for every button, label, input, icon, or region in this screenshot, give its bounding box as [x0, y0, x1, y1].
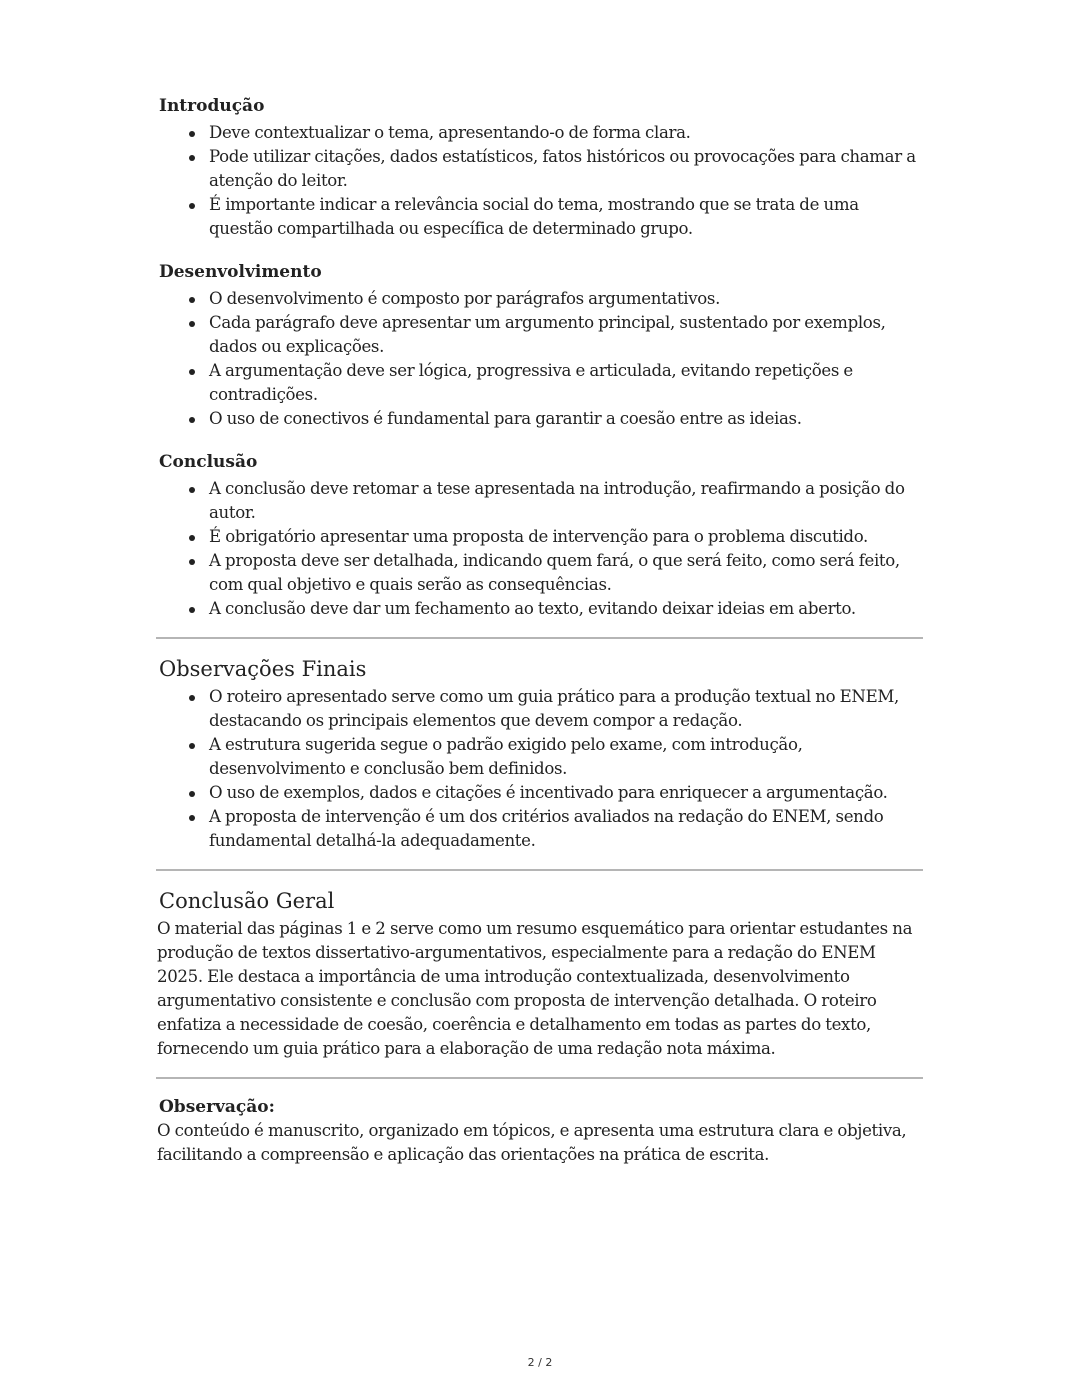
list-item: A proposta de intervenção é um dos critérios avaliados na redação do ENEM, sendo fundamental detalhá-la adequadamente. [209, 805, 923, 853]
list-item: É importante indicar a relevância social do tema, mostrando que se trata de uma questão compartilhada ou específica de determinado grupo. [209, 193, 923, 241]
list-item: A conclusão deve retomar a tese apresentada na introdução, reafirmando a posição do autor. [209, 477, 923, 525]
horizontal-divider [156, 637, 923, 639]
list-item: Deve contextualizar o tema, apresentando-o de forma clara. [209, 121, 923, 145]
section-observacao [157, 1095, 923, 1167]
list-item: A estrutura sugerida segue o padrão exigido pelo exame, com introdução, desenvolvimento e conclusão bem definidos. [209, 733, 923, 781]
observacao-paragraph: O conteúdo é manuscrito, organizado em tópicos, e apresenta uma estrutura clara e objetiva, facilitando a compreensão e aplicação das orientações na prática de escrita. [157, 1121, 907, 1164]
section-heading-observacoes-finais: Observações Finais [159, 657, 367, 681]
horizontal-divider [156, 1077, 923, 1079]
list-item: Pode utilizar citações, dados estatísticos, fatos históricos ou provocações para chamar a atenção do leitor. [209, 145, 923, 193]
section-heading-conclusao: Conclusão [159, 452, 258, 472]
bullet-list-introducao [157, 121, 923, 241]
section-conclusao [157, 450, 923, 621]
bullet-list-observacoes-finais [157, 685, 923, 853]
list-item: Cada parágrafo deve apresentar um argumento principal, sustentado por exemplos, dados ou explicações. [209, 311, 923, 359]
document-page [157, 94, 923, 1167]
page-number: 2 / 2 [527, 1356, 553, 1369]
horizontal-divider [156, 869, 923, 871]
section-heading-conclusao-geral: Conclusão Geral [159, 889, 335, 913]
list-item: O roteiro apresentado serve como um guia prático para a produção textual no ENEM, destacando os principais elementos que devem compor a redação. [209, 685, 923, 733]
section-conclusao-geral [157, 887, 923, 1061]
section-introducao [157, 94, 923, 241]
list-item: A proposta deve ser detalhada, indicando quem fará, o que será feito, como será feito, com qual objetivo e quais serão as consequências. [209, 549, 923, 597]
section-desenvolvimento [157, 260, 923, 431]
section-heading-desenvolvimento: Desenvolvimento [159, 262, 322, 282]
list-item: O uso de exemplos, dados e citações é incentivado para enriquecer a argumentação. [209, 781, 923, 805]
list-item: A argumentação deve ser lógica, progressiva e articulada, evitando repetições e contradições. [209, 359, 923, 407]
section-heading-observacao: Observação: [159, 1097, 275, 1117]
section-heading-introducao: Introdução [159, 96, 265, 116]
bullet-list-conclusao [157, 477, 923, 621]
list-item: É obrigatório apresentar uma proposta de intervenção para o problema discutido. [209, 525, 923, 549]
list-item: O uso de conectivos é fundamental para garantir a coesão entre as ideias. [209, 407, 923, 431]
conclusao-geral-paragraph: O material das páginas 1 e 2 serve como um resumo esquemático para orientar estudantes na produção de textos dissertativo-argumentativos, especialmente para a redação do ENEM 2025. Ele destaca a importância de uma introdução contextualizada, desenvolvimento argumentativo consistente e conclusão com proposta de intervenção detalhada. O roteiro enfatiza a necessidade de coesão, coerência e detalhamento em todas as partes do texto, fornecendo um guia prático para a elaboração de uma redação nota máxima. [157, 919, 913, 1058]
list-item: O desenvolvimento é composto por parágrafos argumentativos. [209, 287, 923, 311]
bullet-list-desenvolvimento [157, 287, 923, 431]
list-item: A conclusão deve dar um fechamento ao texto, evitando deixar ideias em aberto. [209, 597, 923, 621]
section-observacoes-finais [157, 655, 923, 853]
